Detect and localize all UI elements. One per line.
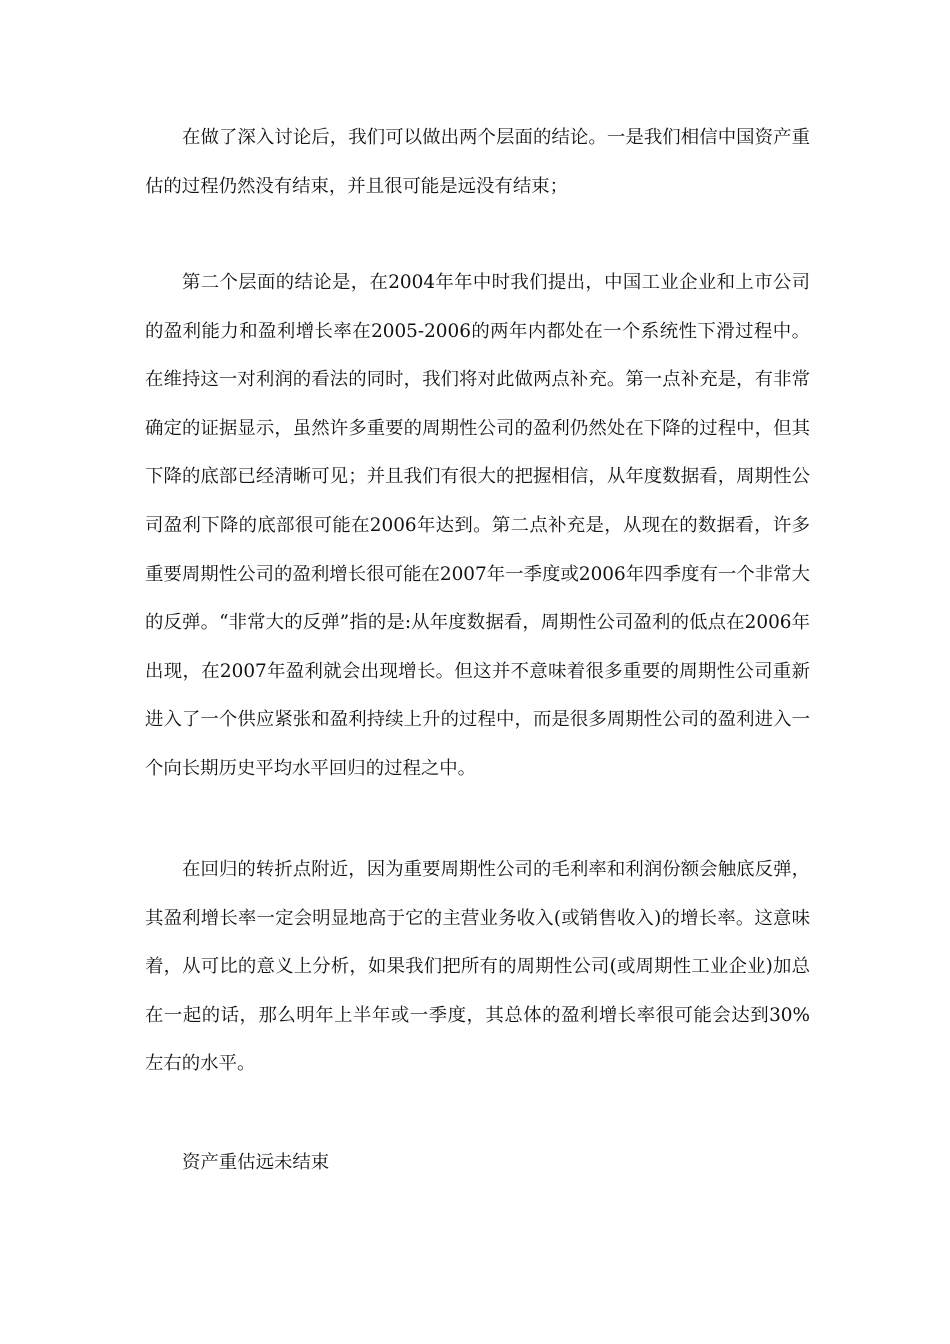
section-heading-asset-revaluation: 资产重估远未结束 (182, 1152, 330, 1173)
paragraph-conclusion-intro: 在做了深入讨论后，我们可以做出两个层面的结论。一是我们相信中国资产重估的过程仍然没有结束，并且很可能是远没有结束； (145, 127, 810, 197)
paragraph-turning-point: 在回归的转折点附近，因为重要周期性公司的毛利率和利润份额会触底反弹，其盈利增长率一定会明显地高于它的主营业务收入(或销售收入)的增长率。这意味着，从可比的意义上分析，如果我们把所有的周期性公司(或周期性工业企业)加总在一起的话，那么明年上半年或一季度，其总体的盈利增长率很可能会达到30%左右的水平。 (145, 859, 810, 1075)
paragraph-second-conclusion: 第二个层面的结论是，在2004年年中时我们提出，中国工业企业和上市公司的盈利能力和盈利增长率在2005-2006的两年内都处在一个系统性下滑过程中。在维持这一对利润的看法的同时，我们将对此做两点补充。第一点补充是，有非常确定的证据显示，虽然许多重要的周期性公司的盈利仍然处在下降的过程中，但其下降的底部已经清晰可见；并且我们有很大的把握相信，从年度数据看，周期性公司盈利下降的底部很可能在2006年达到。第二点补充是，从现在的数据看，许多重要周期性公司的盈利增长很可能在2007年一季度或2006年四季度有一个非常大的反弹。“非常大的反弹”指的是:从年度数据看，周期性公司盈利的低点在2006年出现，在2007年盈利就会出现增长。但这并不意味着很多重要的周期性公司重新进入了一个供应紧张和盈利持续上升的过程中，而是很多周期性公司的盈利进入一个向长期历史平均水平回归的过程之中。 (145, 272, 810, 779)
